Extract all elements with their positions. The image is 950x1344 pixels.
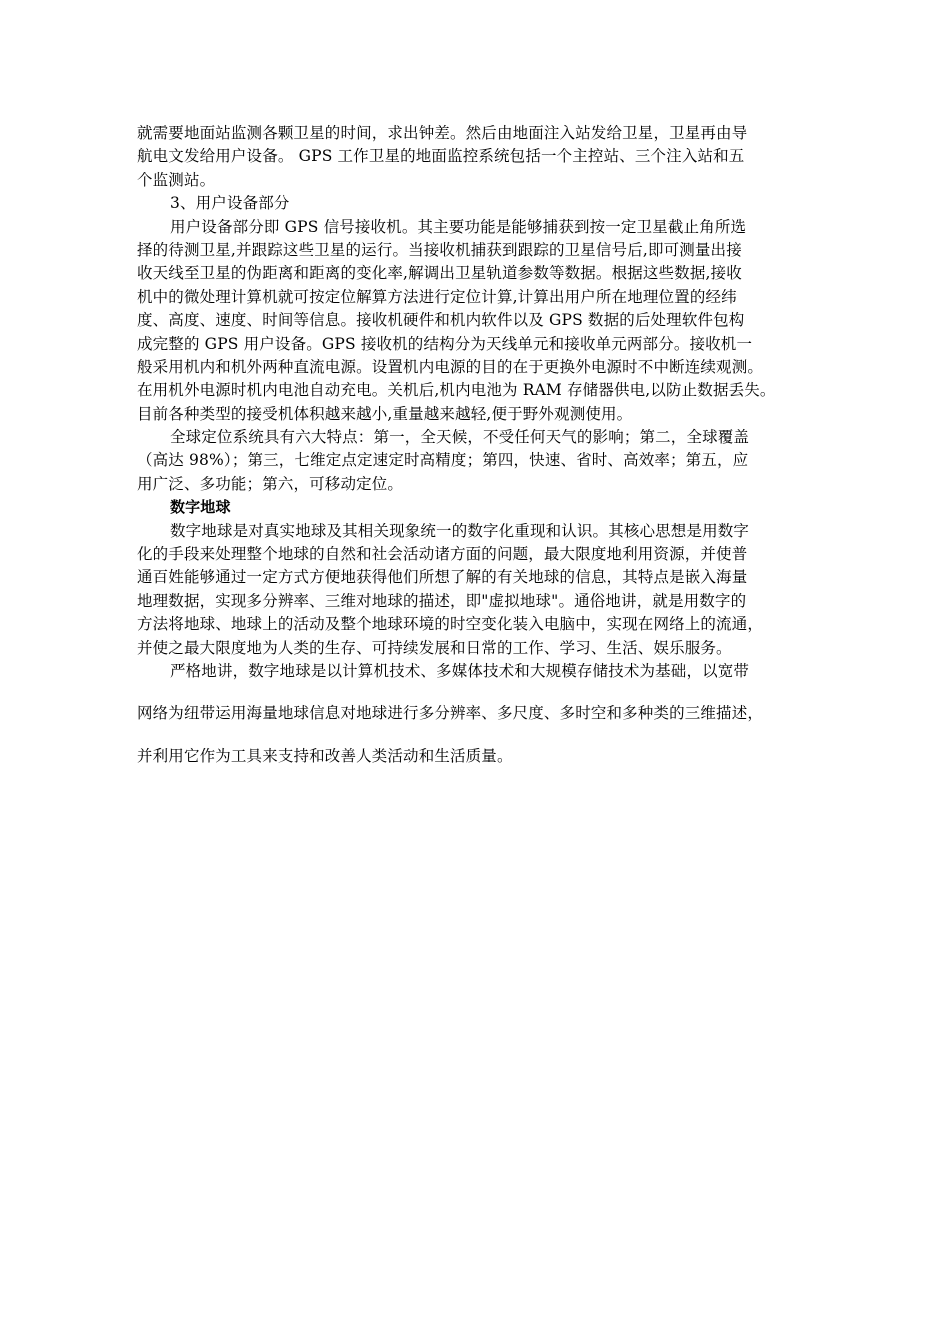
text-line: 用户设备部分即 GPS 信号接收机。其主要功能是能够捕获到按一定卫星截止角所选 <box>170 217 747 236</box>
document-body <box>137 122 827 768</box>
text-line: 网络为纽带运用海量地球信息对地球进行多分辨率、多尺度、多时空和多种类的三维描述， <box>137 704 764 723</box>
text-line: 机中的微处理计算机就可按定位解算方法进行定位计算,计算出用户所在地理位置的经纬 <box>137 287 737 306</box>
text-line: 航电文发给用户设备。 GPS 工作卫星的地面监控系统包括一个主控站、三个注入站和五 <box>137 147 745 166</box>
text-line: 严格地讲，数字地球是以计算机技术、多媒体技术和大规模存储技术为基础，以宽带 <box>170 661 750 680</box>
text-line: 并利用它作为工具来支持和改善人类活动和生活质量。 <box>137 746 513 765</box>
text-line: 全球定位系统具有六大特点：第一，全天候，不受任何天气的影响；第二，全球覆盖 <box>170 428 750 447</box>
text-line: 度、高度、速度、时间等信息。接收机硬件和机内软件以及 GPS 数据的后处理软件包构 <box>137 311 745 330</box>
text-line: 数字地球是对真实地球及其相关现象统一的数字化重现和认识。其核心思想是用数字 <box>170 521 750 540</box>
text-line: 在用机外电源时机内电池自动充电。关机后,机内电池为 RAM 存储器供电,以防止数据丢失。 <box>137 381 776 400</box>
text-line: 并使之最大限度地为人类的生存、可持续发展和日常的工作、学习、生活、娱乐服务。 <box>137 638 732 657</box>
text-line: 个监测站。 <box>137 170 216 189</box>
text-line: 收天线至卫星的伪距离和距离的变化率,解调出卫星轨道参数等数据。根据这些数据,接收 <box>137 264 742 283</box>
text-line: 通百姓能够通过一定方式方便地获得他们所想了解的有关地球的信息，其特点是嵌入海量 <box>137 568 748 587</box>
text-line: 用广泛、多功能；第六，可移动定位。 <box>137 474 404 493</box>
text-line: 地理数据，实现多分辨率、三维对地球的描述，即"虚拟地球"。通俗地讲，就是用数字的 <box>137 591 747 610</box>
section-heading: 3、用户设备部分 <box>170 194 290 213</box>
text-line: 目前各种类型的接受机体积越来越小,重量越来越轻,便于野外观测使用。 <box>137 404 633 423</box>
text-line: 方法将地球、地球上的活动及整个地球环境的时空变化装入电脑中，实现在网络上的流通， <box>137 615 764 634</box>
section-heading-digital-earth: 数字地球 <box>170 498 231 517</box>
text-line: 般采用机内和机外两种直流电源。设置机内电源的目的在于更换外电源时不中断连续观测。 <box>137 357 764 376</box>
text-line: （高达 98%）；第三，七维定点定速定时高精度；第四，快速、省时、高效率；第五，应 <box>137 451 749 470</box>
text-line: 择的待测卫星,并跟踪这些卫星的运行。当接收机捕获到跟踪的卫星信号后,即可测量出接 <box>137 240 742 259</box>
text-line: 成完整的 GPS 用户设备。GPS 接收机的结构分为天线单元和接收单元两部分。接收机一 <box>137 334 753 353</box>
text-line: 就需要地面站监测各颗卫星的时间，求出钟差。然后由地面注入站发给卫星，卫星再由导 <box>137 124 748 142</box>
text-line: 化的手段来处理整个地球的自然和社会活动诸方面的问题，最大限度地利用资源，并使普 <box>137 545 748 564</box>
